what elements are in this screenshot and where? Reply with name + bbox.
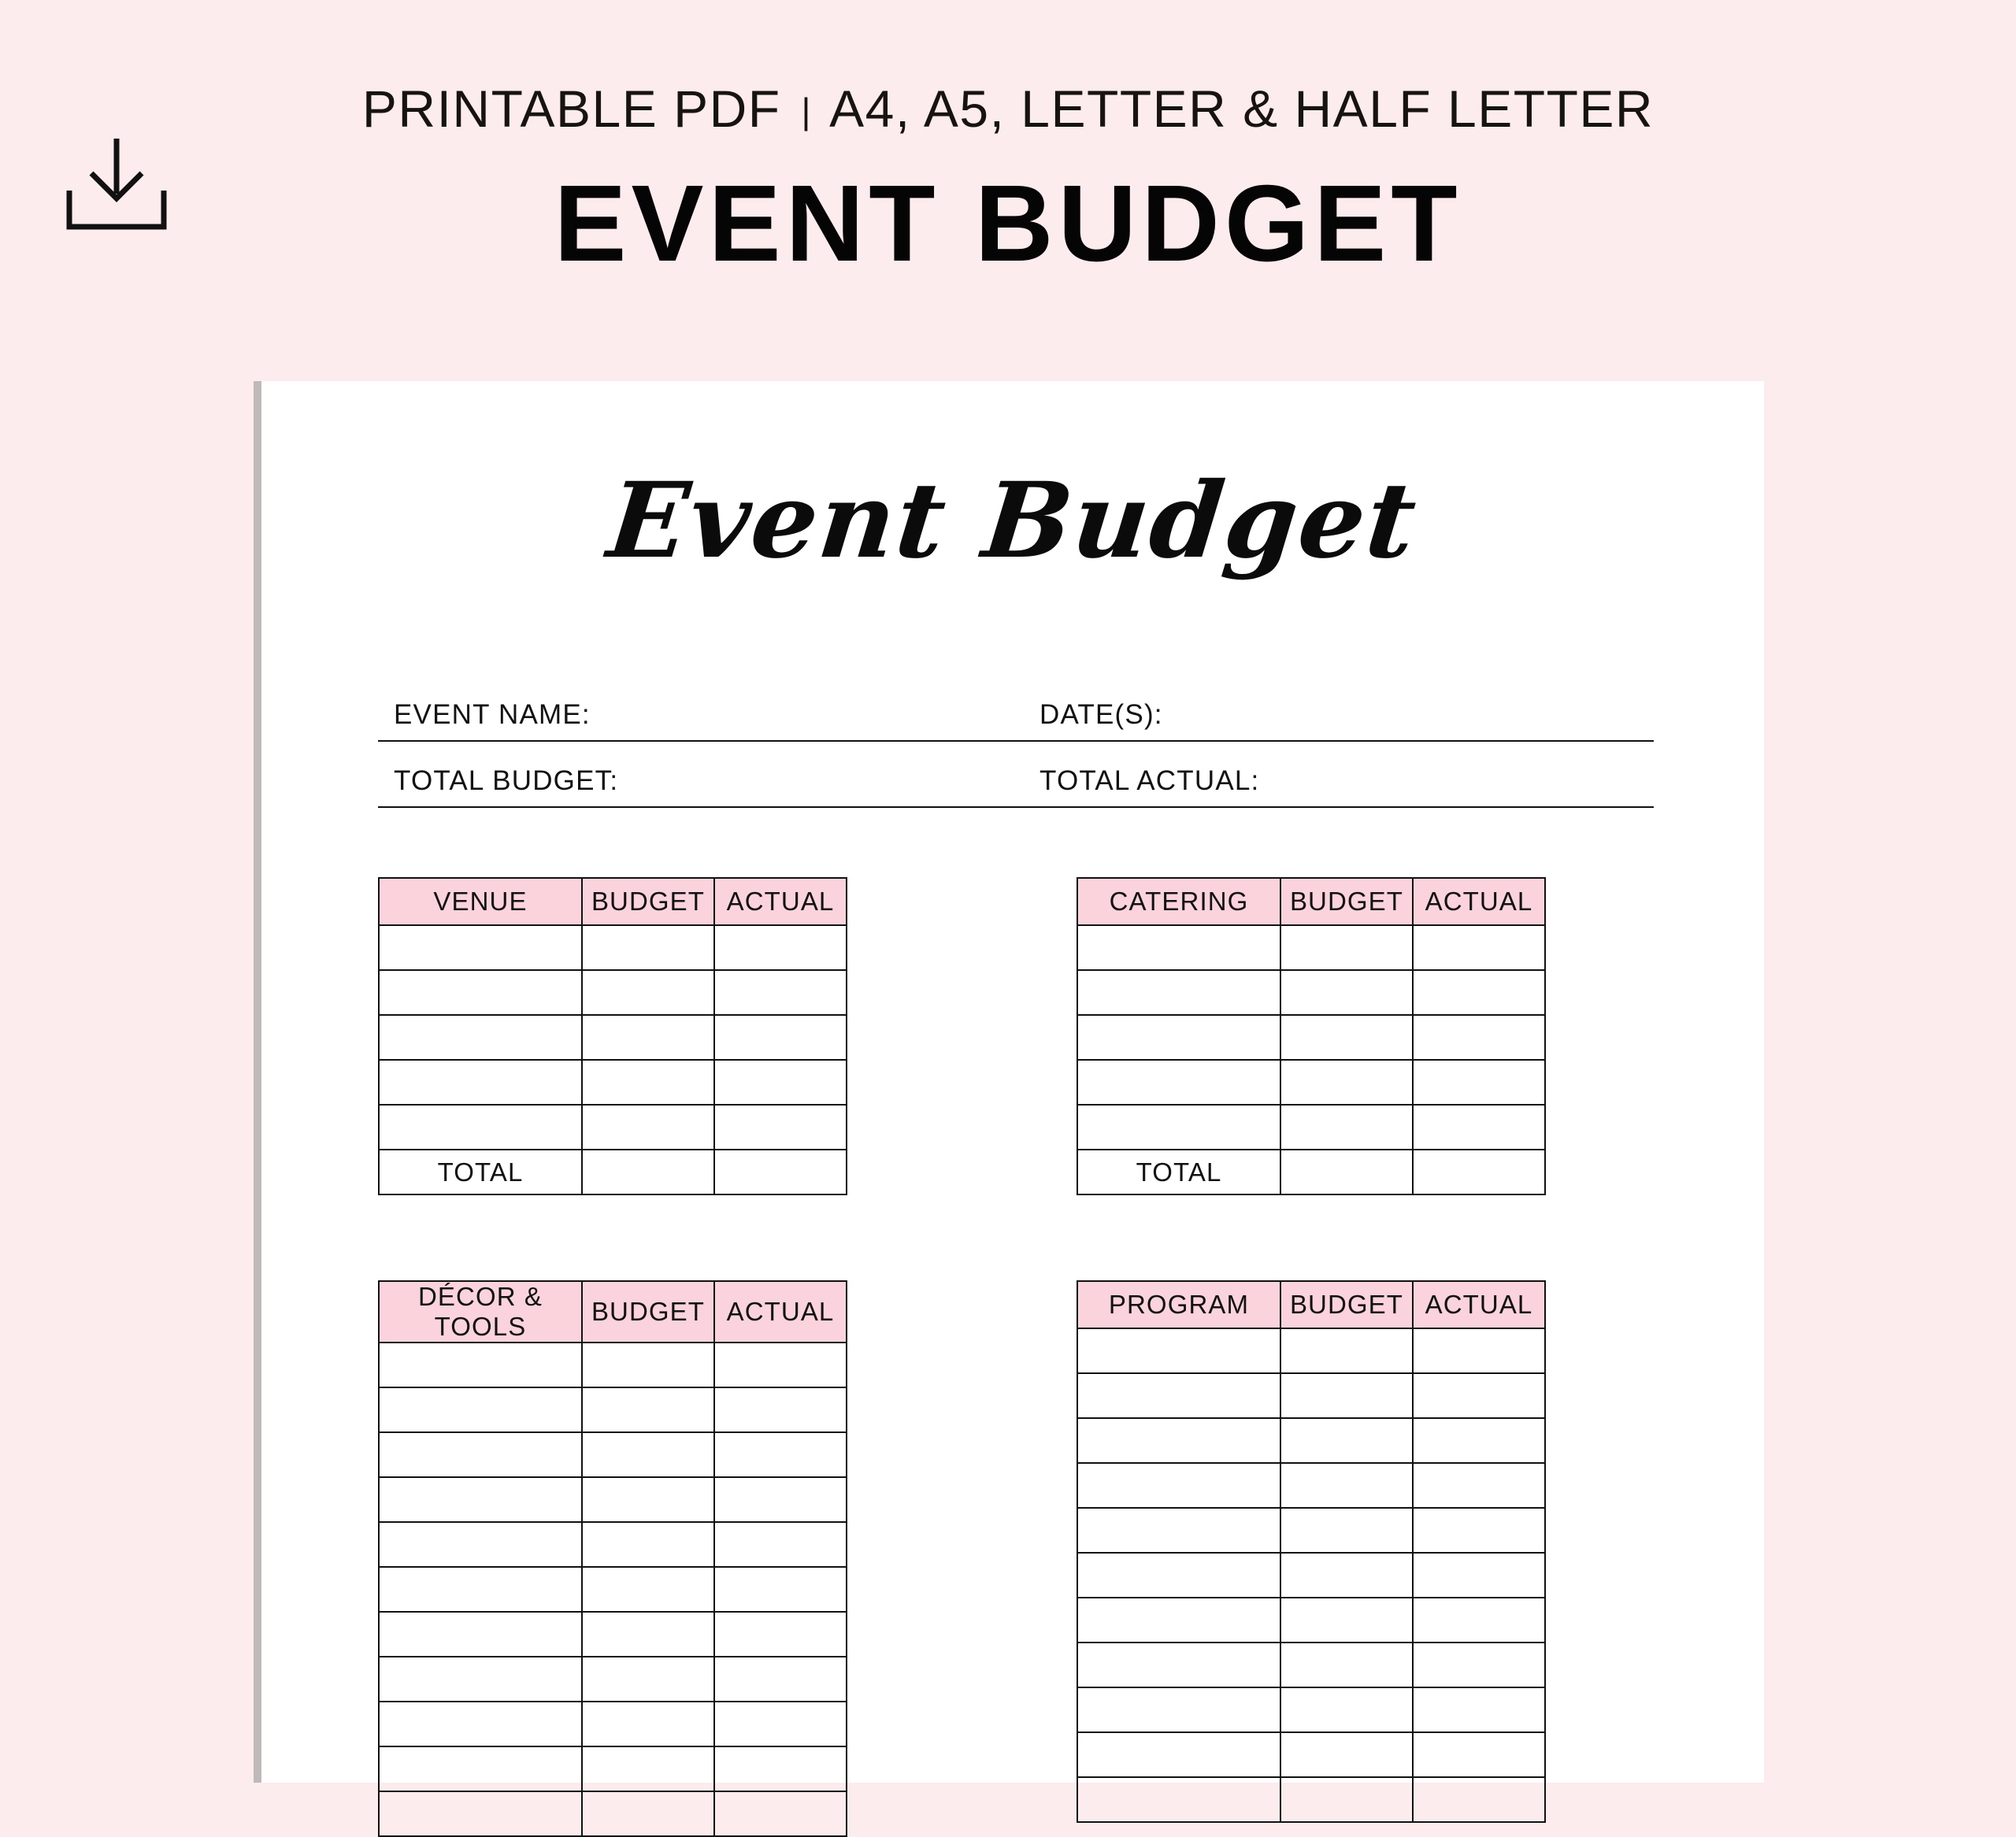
cell-actual[interactable] <box>714 1791 847 1836</box>
cell-category[interactable] <box>1077 1105 1280 1150</box>
cell-budget[interactable] <box>582 1432 714 1477</box>
cell-budget[interactable] <box>1280 1373 1413 1418</box>
cell-actual[interactable] <box>714 1432 847 1477</box>
cell-actual[interactable] <box>714 925 847 970</box>
cell-budget[interactable] <box>582 1522 714 1567</box>
field-underline <box>378 806 1654 808</box>
table-row[interactable] <box>379 1791 847 1836</box>
cell-category[interactable] <box>379 1105 582 1150</box>
cell-budget[interactable] <box>1280 970 1413 1015</box>
table-row[interactable] <box>1077 1643 1545 1687</box>
table-header-budget: BUDGET <box>1280 1281 1413 1328</box>
cell-budget[interactable] <box>582 1791 714 1836</box>
cell-category[interactable] <box>1077 1598 1280 1643</box>
label-total-actual: TOTAL ACTUAL: <box>1040 765 1260 796</box>
table-row[interactable] <box>379 1522 847 1567</box>
cell-category[interactable] <box>379 1791 582 1836</box>
table-header-category: PROGRAM <box>1077 1281 1280 1328</box>
cell-category[interactable] <box>1077 970 1280 1015</box>
cell-budget[interactable] <box>582 1477 714 1522</box>
cell-budget[interactable] <box>582 970 714 1015</box>
table-total-row[interactable] <box>379 1150 847 1194</box>
cell-category[interactable] <box>1077 1508 1280 1553</box>
cell-total-actual[interactable] <box>714 1150 847 1194</box>
cell-actual[interactable] <box>1413 1598 1545 1643</box>
cell-budget[interactable] <box>1280 925 1413 970</box>
cell-category[interactable] <box>1077 1643 1280 1687</box>
table-row[interactable] <box>1077 1687 1545 1732</box>
cell-category[interactable] <box>379 1657 582 1702</box>
cell-budget[interactable] <box>582 1567 714 1612</box>
cell-category[interactable] <box>1077 1777 1280 1822</box>
table-row[interactable] <box>379 1343 847 1387</box>
cell-category[interactable] <box>1077 1418 1280 1463</box>
cell-budget[interactable] <box>582 1702 714 1746</box>
table-header-actual: ACTUAL <box>1413 878 1545 925</box>
cell-actual[interactable] <box>1413 1418 1545 1463</box>
table-header-row <box>1077 1281 1545 1328</box>
table-row[interactable] <box>379 1387 847 1432</box>
table-header-row <box>1077 878 1545 925</box>
table-row[interactable] <box>1077 1732 1545 1777</box>
table-row[interactable] <box>1077 1105 1545 1150</box>
cell-budget[interactable] <box>1280 1328 1413 1373</box>
label-dates: DATE(S): <box>1040 699 1163 730</box>
cell-budget[interactable] <box>1280 1015 1413 1060</box>
table-header-budget: BUDGET <box>582 1281 714 1343</box>
table-row[interactable] <box>1077 1553 1545 1598</box>
table-header-row <box>379 878 847 925</box>
table-header-category: CATERING <box>1077 878 1280 925</box>
cell-actual[interactable] <box>1413 1508 1545 1553</box>
cell-category[interactable] <box>379 1567 582 1612</box>
cell-category[interactable] <box>379 1702 582 1746</box>
promo-subtitle-left: PRINTABLE PDF <box>361 80 781 138</box>
cell-category[interactable] <box>379 1522 582 1567</box>
table-header-actual: ACTUAL <box>714 1281 847 1343</box>
cell-budget[interactable] <box>1280 1643 1413 1687</box>
sheet-title: Event Budget <box>602 460 1423 582</box>
cell-budget[interactable] <box>582 1060 714 1105</box>
table-total-row[interactable] <box>1077 1150 1545 1194</box>
cell-budget[interactable] <box>582 1746 714 1791</box>
cell-budget[interactable] <box>1280 1687 1413 1732</box>
cell-category[interactable] <box>379 925 582 970</box>
table-row[interactable] <box>379 1432 847 1477</box>
cell-actual[interactable] <box>714 1387 847 1432</box>
cell-actual[interactable] <box>714 1477 847 1522</box>
table-row[interactable] <box>1077 1418 1545 1463</box>
page-title: EVENT BUDGET <box>554 163 1462 284</box>
table-venue <box>378 877 847 1195</box>
table-row[interactable] <box>379 1060 847 1105</box>
cell-budget[interactable] <box>582 1387 714 1432</box>
cell-category[interactable] <box>1077 1732 1280 1777</box>
cell-total-actual[interactable] <box>1413 1150 1545 1194</box>
total-label: TOTAL <box>379 1150 582 1194</box>
promo-subtitle-right: A4, A5, LETTER & HALF LETTER <box>829 80 1655 138</box>
cell-category[interactable] <box>379 1015 582 1060</box>
table-header-category: DÉCOR & TOOLS <box>379 1281 582 1343</box>
table-row[interactable] <box>379 1015 847 1060</box>
field-row-totals <box>378 740 1654 808</box>
table-row[interactable] <box>1077 925 1545 970</box>
cell-actual[interactable] <box>1413 1643 1545 1687</box>
cell-budget[interactable] <box>582 1105 714 1150</box>
promo-subtitle <box>0 79 2016 139</box>
cell-actual[interactable] <box>1413 1328 1545 1373</box>
cell-actual[interactable] <box>714 1612 847 1657</box>
cell-budget[interactable] <box>1280 1060 1413 1105</box>
table-row[interactable] <box>379 925 847 970</box>
cell-category[interactable] <box>1077 1060 1280 1105</box>
cell-actual[interactable] <box>714 1746 847 1791</box>
cell-category[interactable] <box>379 1432 582 1477</box>
cell-budget[interactable] <box>582 925 714 970</box>
cell-actual[interactable] <box>1413 1732 1545 1777</box>
cell-budget[interactable] <box>1280 1732 1413 1777</box>
cell-actual[interactable] <box>1413 925 1545 970</box>
cell-actual[interactable] <box>714 1522 847 1567</box>
cell-actual[interactable] <box>714 1657 847 1702</box>
cell-category[interactable] <box>1077 1553 1280 1598</box>
cell-budget[interactable] <box>582 1657 714 1702</box>
table-header-actual: ACTUAL <box>1413 1281 1545 1328</box>
table-row[interactable] <box>1077 1598 1545 1643</box>
table-row[interactable] <box>1077 1373 1545 1418</box>
cell-actual[interactable] <box>1413 1373 1545 1418</box>
table-header-budget: BUDGET <box>1280 878 1413 925</box>
cell-budget[interactable] <box>1280 1508 1413 1553</box>
table-row[interactable] <box>1077 1463 1545 1508</box>
table-row[interactable] <box>1077 1060 1545 1105</box>
table-row[interactable] <box>379 1105 847 1150</box>
cell-actual[interactable] <box>1413 1463 1545 1508</box>
promo-subtitle-divider: | <box>801 91 812 131</box>
cell-total-budget[interactable] <box>582 1150 714 1194</box>
promo-header <box>0 0 2016 386</box>
cell-category[interactable] <box>379 1060 582 1105</box>
cell-budget[interactable] <box>1280 1598 1413 1643</box>
cell-category[interactable] <box>1077 1015 1280 1060</box>
cell-budget[interactable] <box>1280 1105 1413 1150</box>
cell-actual[interactable] <box>714 1015 847 1060</box>
cell-budget[interactable] <box>582 1015 714 1060</box>
label-total-budget: TOTAL BUDGET: <box>394 765 619 796</box>
printable-sheet <box>261 381 1764 1783</box>
cell-budget[interactable] <box>582 1343 714 1387</box>
cell-actual[interactable] <box>714 1105 847 1150</box>
table-row[interactable] <box>1077 1777 1545 1822</box>
table-row[interactable] <box>379 1567 847 1612</box>
label-event-name: EVENT NAME: <box>394 699 591 730</box>
cell-category[interactable] <box>379 1387 582 1432</box>
cell-category[interactable] <box>1077 925 1280 970</box>
cell-actual[interactable] <box>714 1060 847 1105</box>
cell-actual[interactable] <box>1413 1105 1545 1150</box>
cell-actual[interactable] <box>714 1343 847 1387</box>
cell-total-budget[interactable] <box>1280 1150 1413 1194</box>
cell-actual[interactable] <box>1413 1553 1545 1598</box>
table-row[interactable] <box>1077 1328 1545 1373</box>
table-row[interactable] <box>1077 1508 1545 1553</box>
cell-actual[interactable] <box>714 970 847 1015</box>
cell-actual[interactable] <box>1413 1687 1545 1732</box>
cell-actual[interactable] <box>714 1702 847 1746</box>
cell-budget[interactable] <box>1280 1418 1413 1463</box>
cell-category[interactable] <box>379 1477 582 1522</box>
cell-actual[interactable] <box>1413 1060 1545 1105</box>
table-row[interactable] <box>379 970 847 1015</box>
cell-category[interactable] <box>379 970 582 1015</box>
cell-category[interactable] <box>379 1612 582 1657</box>
table-row[interactable] <box>1077 970 1545 1015</box>
table-header-budget: BUDGET <box>582 878 714 925</box>
cell-category[interactable] <box>379 1343 582 1387</box>
cell-category[interactable] <box>379 1746 582 1791</box>
cell-category[interactable] <box>1077 1463 1280 1508</box>
cell-actual[interactable] <box>1413 1015 1545 1060</box>
table-row[interactable] <box>379 1702 847 1746</box>
cell-category[interactable] <box>1077 1373 1280 1418</box>
table-header-category: VENUE <box>379 878 582 925</box>
table-row[interactable] <box>379 1746 847 1791</box>
cell-category[interactable] <box>1077 1328 1280 1373</box>
table-row[interactable] <box>379 1477 847 1522</box>
cell-category[interactable] <box>1077 1687 1280 1732</box>
field-row-event <box>378 674 1654 742</box>
table-row[interactable] <box>379 1612 847 1657</box>
table-row[interactable] <box>1077 1015 1545 1060</box>
table-program <box>1077 1280 1546 1823</box>
table-header-actual: ACTUAL <box>714 878 847 925</box>
table-catering <box>1077 877 1546 1195</box>
cell-actual[interactable] <box>714 1567 847 1612</box>
total-label: TOTAL <box>1077 1150 1280 1194</box>
table-header-row <box>379 1281 847 1343</box>
cell-budget[interactable] <box>582 1612 714 1657</box>
cell-budget[interactable] <box>1280 1463 1413 1508</box>
table-decor-tools <box>378 1280 847 1837</box>
cell-actual[interactable] <box>1413 1777 1545 1822</box>
table-row[interactable] <box>379 1657 847 1702</box>
cell-budget[interactable] <box>1280 1553 1413 1598</box>
cell-actual[interactable] <box>1413 970 1545 1015</box>
cell-budget[interactable] <box>1280 1777 1413 1822</box>
